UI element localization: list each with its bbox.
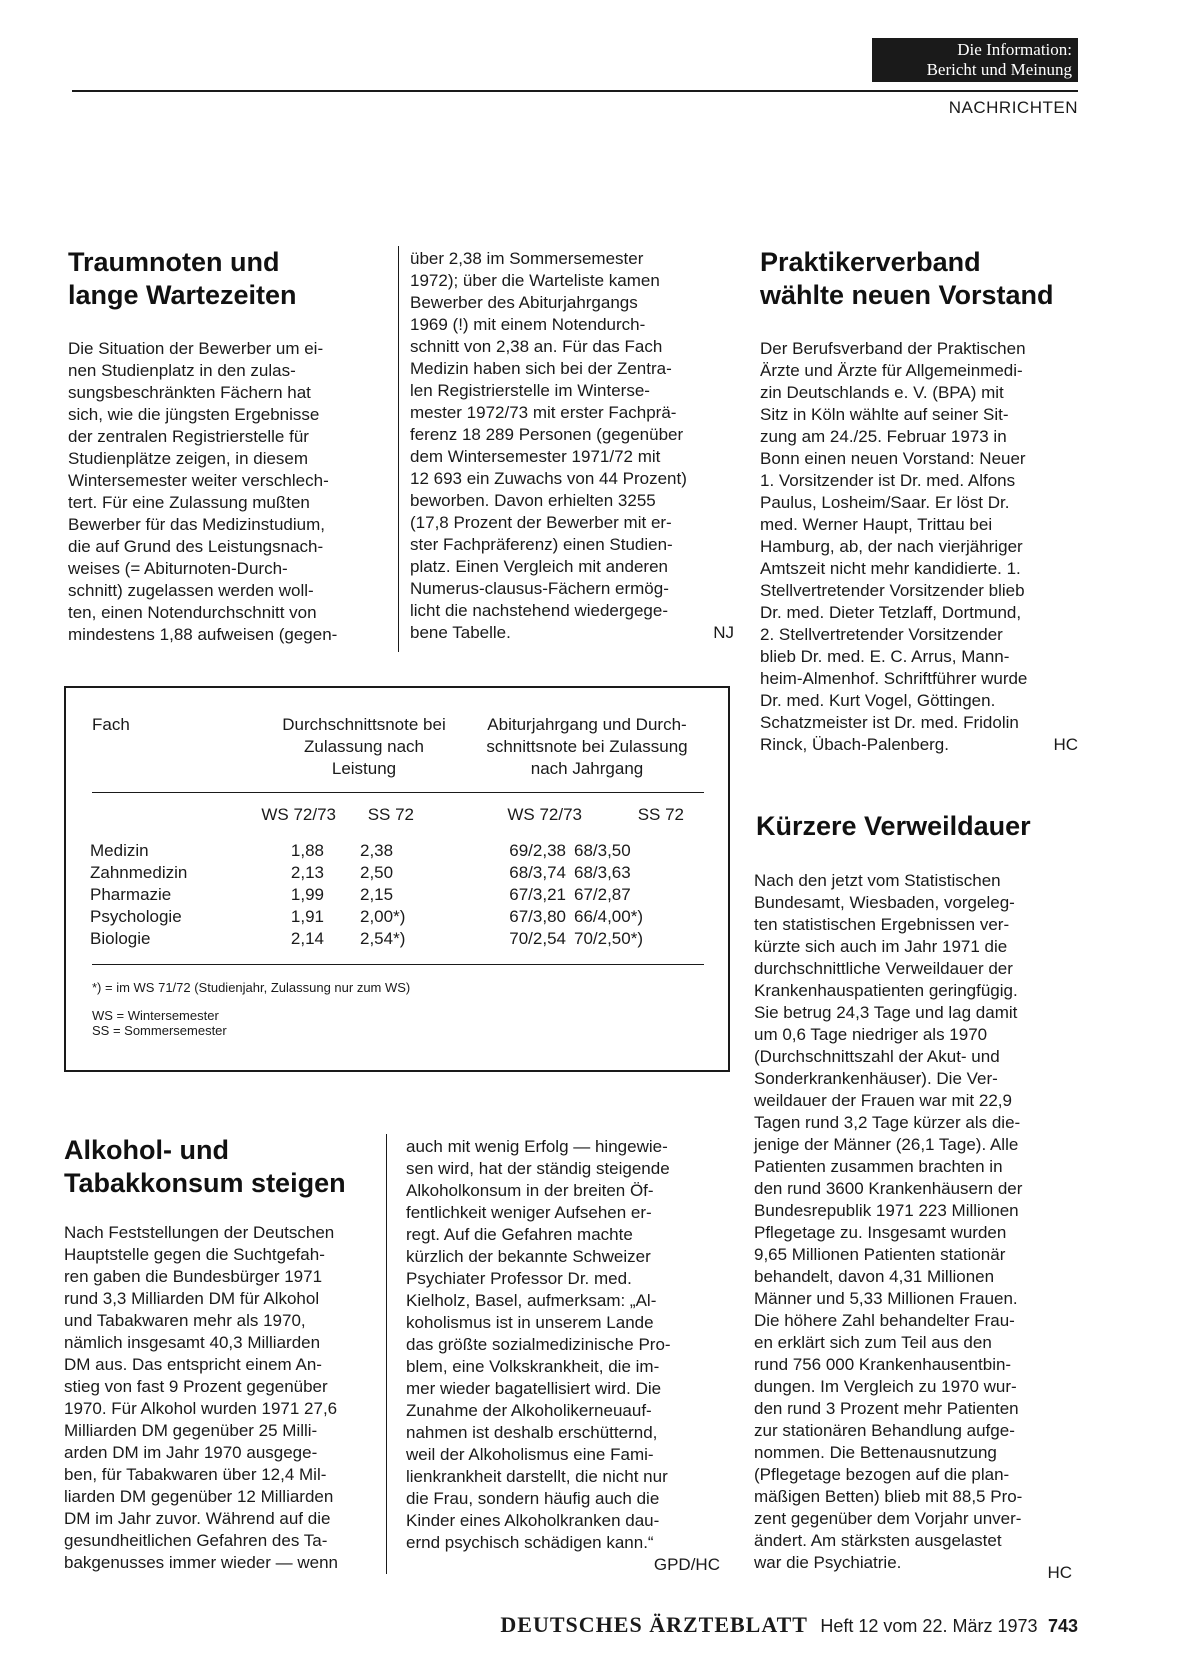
table-cell: 2,14 xyxy=(290,929,324,948)
table-rule-top xyxy=(92,792,704,793)
article-praktikerverband-body: Der Berufsverband der Praktischen Ärzte und Ärzte für Allgemeinmedi- zin Deutschlands e. V. (BPA) mit Sitz in Köln wählte auf seiner Sit- zung am 24./25. Februar 1973 in Bonn einen neuen Vorstand: Neuer 1. Vorsitzender ist Dr. med. Alfons Paulus, Losheim/Saar. Er löst Dr. med. Werner Haupt, Trittau bei Hamburg, ab, der nach vierjähriger Amtszeit nicht mehr kandidierte. 1. Stellvertretender Vorsitzender blieb Dr. med. Dieter Tetzlaff, Dortmund, 2. Stellvertretender Vorsitzender blieb Dr. med. E. C. Arrus, Mann- heim-Almenhof. Schriftführer wurde Dr. med. Kurt Vogel, Göttingen. Schatzmeister ist Dr. med. Fridolin Rinck, Übach-Palenberg. xyxy=(760,339,1028,754)
table-subheader: WS 72/73 xyxy=(261,805,336,824)
table-subheader: WS 72/73 xyxy=(507,805,582,824)
article-alkohol-col2: auch mit wenig Erfolg — hingewie- sen wird, hat der ständig steigende Alkoholkonsum in der breiten Öf- fentlichkeit weniger Aufsehen er- regt. Auf die Gefahren machte kürzlich der bekannte Schweizer Psychiater Professor Dr. med. Kielholz, Basel, aufmerksam: „Al- koholismus ist in unserem Lande das größte sozialmedizinische Pro- blem, eine Volkskrankheit, die im- mer wieder bagatellisiert wird. Die Zunahme der Alkoholikerneuauf- nahmen ist deshalb erschütternd, weil der Alkoholismus eine Fami- lienkrankheit darstellt, die nicht nur die Frau, sondern häufig auch die Kinder eines Alkoholkranken dau- ernd psychisch schädigen kann.“ xyxy=(406,1137,671,1552)
article-title-traumnoten: Traumnoten und lange Wartezeiten xyxy=(68,247,297,310)
table-subheader: SS 72 xyxy=(367,805,414,824)
table-cell: 2,15 xyxy=(360,885,394,904)
table-cell: 68/3,50 xyxy=(574,841,631,860)
table-cell: 2,50 xyxy=(360,863,394,882)
header-badge-line2: Bericht und Meinung xyxy=(926,60,1072,79)
header-badge xyxy=(872,38,1078,82)
table-header-leistung: Durchschnittsnote bei Zulassung nach Leistung xyxy=(282,715,446,778)
table-cell: 69/2,38 xyxy=(509,841,566,860)
table-cell: 2,54*) xyxy=(360,929,406,948)
table-header-fach: Fach xyxy=(92,715,130,734)
article-title-verweildauer: Kürzere Verweildauer xyxy=(756,811,1031,841)
page-footer xyxy=(460,1612,1078,1638)
article-alkohol-signature: GPD/HC xyxy=(653,1555,720,1574)
table-legend-ws: WS = Wintersemester xyxy=(92,1008,219,1023)
table-cell-fach: Psychologie xyxy=(90,907,182,926)
column-rule xyxy=(386,1134,387,1574)
table-cell: 2,13 xyxy=(290,863,324,882)
table-cell: 1,91 xyxy=(290,907,324,926)
article-alkohol-col1: Nach Feststellungen der Deutschen Hauptstelle gegen die Suchtgefah- ren gaben die Bundesbürger 1971 rund 3,3 Milliarden DM für Alkohol und Tabakwaren mehr als 1970, nämlich insgesamt 40,3 Milliarden DM aus. Das entspricht einem An- stieg von fast 9 Prozent gegenüber 1970. Für Alkohol wurden 1971 27,6 Milliarden DM gegenüber 25 Milli- arden DM im Jahr 1970 ausgege- ben, für Tabakwaren über 12,4 Mil- liarden DM gegenüber 12 Milliarden DM im Jahr zuvor. Während auf die gesundheitlichen Gefahren des Ta- bakgenusses immer wieder — wenn xyxy=(64,1223,339,1572)
article-traumnoten-col2: über 2,38 im Sommersemester 1972); über die Warteliste kamen Bewerber des Abiturjahrgangs 1969 (!) mit einem Notendurch- schnitt von 2,38 an. Für das Fach Medizin haben sich bei der Zentra- len Registrierstelle im Winterse- mester 1972/73 mit erster Fachprä- ferenz 18 289 Personen (gegenüber dem Wintersemester 1971/72 mit 12 693 ein Zuwachs von 44 Prozent) beworben. Davon erhielten 3255 (17,8 Prozent der Bewerber mit er- ster Fachpräferenz) einen Studien- platz. Einen Vergleich mit anderen Numerus-clausus-Fächern ermög- licht die nachstehend wiedergege- bene Tabelle. xyxy=(410,249,687,642)
table-legend-ss: SS = Sommersemester xyxy=(92,1023,227,1038)
table-cell-fach: Biologie xyxy=(90,929,151,948)
table-cell-fach: Pharmazie xyxy=(90,885,172,904)
table-cell: 1,99 xyxy=(290,885,324,904)
table-rule-bottom xyxy=(92,964,704,965)
table-cell: 70/2,54 xyxy=(509,929,566,948)
table-cell: 1,88 xyxy=(290,841,324,860)
header-rule xyxy=(72,90,1078,92)
header-badge-line1: Die Information: xyxy=(957,40,1072,59)
article-traumnoten-signature: NJ xyxy=(713,623,734,642)
table-cell-fach: Zahnmedizin xyxy=(90,863,188,882)
article-title-praktikerverband: Praktikerverband wählte neuen Vorstand xyxy=(760,247,1054,310)
table-cell: 67/3,21 xyxy=(509,885,566,904)
article-verweildauer-signature: HC xyxy=(1047,1563,1072,1582)
table-subheader: SS 72 xyxy=(637,805,684,824)
article-praktikerverband-signature: HC xyxy=(1053,735,1078,754)
table-cell-fach: Medizin xyxy=(90,841,149,860)
results-table xyxy=(64,686,730,1072)
footer-issue: Heft 12 vom 22. März 1973 xyxy=(820,1616,1038,1636)
table-cell: 67/2,87 xyxy=(574,885,631,904)
footer-brand: DEUTSCHES ÄRZTEBLATT xyxy=(500,1612,808,1637)
table-cell: 2,00*) xyxy=(360,907,406,926)
table-footnote: *) = im WS 71/72 (Studienjahr, Zulassung nur zum WS) xyxy=(92,980,411,995)
section-label: NACHRICHTEN xyxy=(948,98,1078,117)
article-title-alkohol: Alkohol- und Tabakkonsum steigen xyxy=(64,1135,346,1198)
table-cell: 66/4,00*) xyxy=(574,907,643,926)
table-header-jahrgang: Abiturjahrgang und Durch- schnittsnote bei Zulassung nach Jahrgang xyxy=(486,715,688,778)
article-verweildauer-body: Nach den jetzt vom Statistischen Bundesamt, Wiesbaden, vorgeleg- ten statistischen Ergebnissen ver- kürzte sich auch im Jahr 1971 die durchschnittliche Verweildauer der Krankenhauspatienten geringfügig. Sie betrug 24,3 Tage und lag damit um 0,6 Tage niedriger als 1970 (Durchschnittszahl der Akut- und Sonderkrankenhäuser). Die Ver- weildauer der Frauen war mit 22,9 Tagen rund 3,2 Tage kürzer als die- jenige der Männer (26,1 Tage). Alle Patienten zusammen brachten in den rund 3600 Krankenhäusern der Bundesrepublik 1971 223 Millionen Pflegetage zu. Insgesamt wurden 9,65 Millionen Patienten stationär behandelt, davon 4,31 Millionen Männer und 5,33 Millionen Frauen. Die höhere Zahl behandelter Frau- en erklärt sich zum Teil aus den rund 756 000 Krankenhausentbin- dungen. Im Vergleich zu 1970 wur- den rund 3 Prozent mehr Patienten zur stationären Behandlung aufge- nommen. Die Bettenausnutzung (Pflegetage bezogen auf die plan- mäßigen Betten) blieb mit 88,5 Pro- zent gegenüber dem Vorjahr unver- ändert. Am stärksten ausgelastet war die Psychiatrie. xyxy=(754,871,1023,1572)
column-rule xyxy=(398,246,399,652)
table-cell: 67/3,80 xyxy=(509,907,566,926)
table-cell: 68/3,63 xyxy=(574,863,631,882)
table-cell: 2,38 xyxy=(360,841,394,860)
table-cell: 68/3,74 xyxy=(509,863,566,882)
footer-page-number: 743 xyxy=(1047,1616,1078,1636)
table-cell: 70/2,50*) xyxy=(574,929,643,948)
article-traumnoten-col1: Die Situation der Bewerber um ei- nen Studienplatz in den zulas- sungsbeschränkten Fächern hat sich, wie die jüngsten Ergebnisse der zentralen Registrierstelle für Studienplätze zeigen, in diesem Wintersemester weiter verschlech- tert. Für eine Zulassung mußten Bewerber für das Medizinstudium, die auf Grund des Leistungsnach- weises (= Abiturnoten-Durch- schnitt) zugelassen werden woll- ten, einen Notendurchschnitt von mindestens 1,88 aufweisen (gegen- xyxy=(68,339,338,644)
